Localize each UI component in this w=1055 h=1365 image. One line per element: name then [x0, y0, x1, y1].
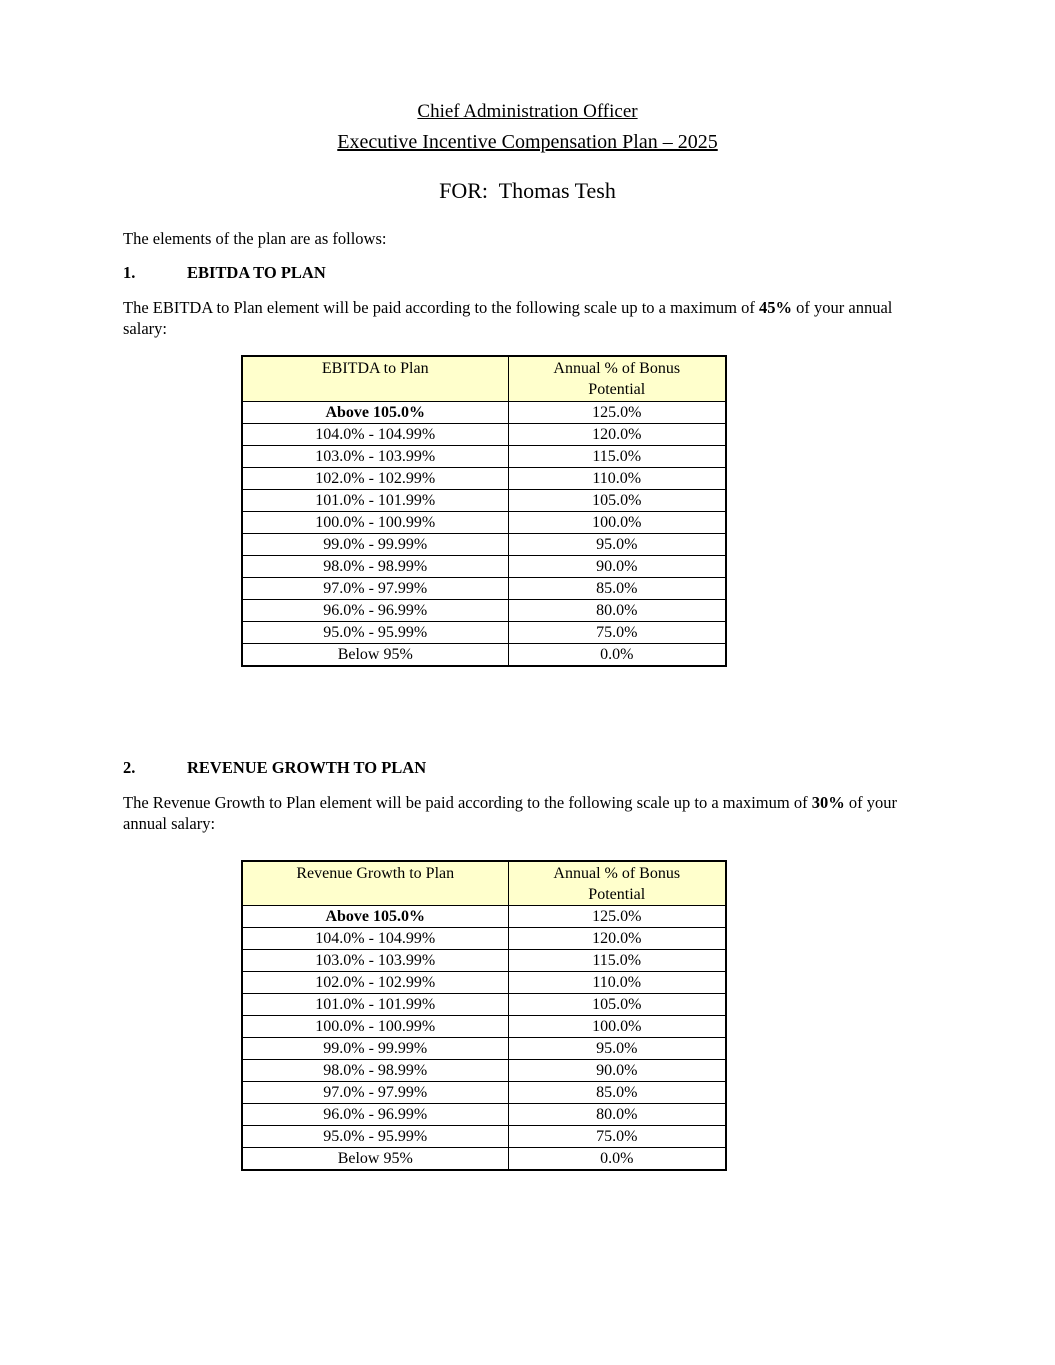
- bonus-percent-cell: 0.0%: [508, 1148, 726, 1171]
- section-1-para-max-pct: 45%: [759, 298, 793, 317]
- ebitda-column-header: EBITDA to Plan: [242, 356, 508, 401]
- plan-range-cell: Below 95%: [242, 643, 508, 666]
- bonus-column-header-line1: Annual % of Bonus: [553, 360, 681, 377]
- bonus-column-header: [508, 861, 726, 906]
- plan-range-cell: 98.0% - 98.99%: [242, 1060, 508, 1082]
- table-header-row: [242, 861, 726, 906]
- table-row: [242, 643, 726, 666]
- document-title-line1: Chief Administration Officer: [417, 101, 638, 122]
- section-1-number: 1.: [123, 263, 136, 282]
- plan-range-cell: 103.0% - 103.99%: [242, 950, 508, 972]
- section-2-para-text-tail: of your annual salary:: [123, 792, 897, 833]
- table-row: [242, 467, 726, 489]
- section-1-para-text-tail: of your annual salary:: [123, 298, 893, 338]
- section-2-heading: [123, 757, 1055, 778]
- section-2-para-max-pct: 30%: [811, 792, 845, 812]
- plan-range-cell: 104.0% - 104.99%: [242, 423, 508, 445]
- table-row: [242, 401, 726, 423]
- table-row: [242, 511, 726, 533]
- plan-range-cell: Above 105.0%: [242, 906, 508, 928]
- plan-range-cell: 100.0% - 100.99%: [242, 511, 508, 533]
- section-2-paragraph: [123, 792, 937, 834]
- table-header-row: [242, 356, 726, 401]
- recipient-line: FOR: Thomas Tesh: [439, 178, 616, 203]
- bonus-column-header: [508, 356, 726, 401]
- table-row: [242, 928, 726, 950]
- table-row: [242, 445, 726, 467]
- bonus-column-header-line2: Potential: [588, 885, 646, 903]
- intro-text: The elements of the plan are as follows:: [123, 229, 387, 248]
- section-2-title: REVENUE GROWTH TO PLAN: [187, 757, 427, 777]
- table-row: [242, 994, 726, 1016]
- plan-range-cell: 96.0% - 96.99%: [242, 599, 508, 621]
- bonus-percent-cell: 115.0%: [508, 950, 726, 972]
- section-1-para-text: The EBITDA to Plan element will be paid according to the following scale up to a maximum of: [123, 298, 760, 317]
- table-row: [242, 906, 726, 928]
- bonus-percent-cell: 120.0%: [508, 423, 726, 445]
- plan-range-cell: 99.0% - 99.99%: [242, 533, 508, 555]
- ebitda-bonus-table: [241, 355, 727, 667]
- plan-range-cell: 104.0% - 104.99%: [242, 928, 508, 950]
- bonus-percent-cell: 110.0%: [508, 467, 726, 489]
- table-row: [242, 555, 726, 577]
- plan-range-cell: 102.0% - 102.99%: [242, 467, 508, 489]
- bonus-percent-cell: 85.0%: [508, 577, 726, 599]
- bonus-percent-cell: 105.0%: [508, 994, 726, 1016]
- table-row: [242, 1148, 726, 1171]
- bonus-percent-cell: 125.0%: [508, 906, 726, 928]
- revenue-growth-column-header: Revenue Growth to Plan: [242, 861, 508, 906]
- bonus-percent-cell: 115.0%: [508, 445, 726, 467]
- plan-range-cell: 96.0% - 96.99%: [242, 1104, 508, 1126]
- plan-range-cell: Above 105.0%: [242, 401, 508, 423]
- table-row: [242, 1082, 726, 1104]
- bonus-percent-cell: 0.0%: [508, 643, 726, 666]
- table-row: [242, 1038, 726, 1060]
- section-1-paragraph: [123, 297, 937, 339]
- bonus-percent-cell: 85.0%: [508, 1082, 726, 1104]
- table-row: [242, 1126, 726, 1148]
- bonus-column-header-line1: Annual % of Bonus: [553, 864, 681, 882]
- bonus-percent-cell: 95.0%: [508, 533, 726, 555]
- bonus-percent-cell: 100.0%: [508, 511, 726, 533]
- table-row: [242, 423, 726, 445]
- table-row: [242, 577, 726, 599]
- plan-range-cell: 99.0% - 99.99%: [242, 1038, 508, 1060]
- bonus-percent-cell: 95.0%: [508, 1038, 726, 1060]
- bonus-percent-cell: 100.0%: [508, 1016, 726, 1038]
- table-row: [242, 1016, 726, 1038]
- table-row: [242, 489, 726, 511]
- bonus-percent-cell: 80.0%: [508, 1104, 726, 1126]
- plan-range-cell: 101.0% - 101.99%: [242, 489, 508, 511]
- document-title-line2: Executive Incentive Compensation Plan – 2025: [337, 131, 718, 153]
- section-2-para-text: The Revenue Growth to Plan element will be paid according to the following scale up to a maximum of: [123, 792, 812, 812]
- table-row: [242, 1104, 726, 1126]
- section-1-heading: [123, 262, 1055, 283]
- table-row: [242, 599, 726, 621]
- plan-range-cell: 95.0% - 95.99%: [242, 621, 508, 643]
- section-1-title: EBITDA TO PLAN: [187, 263, 326, 282]
- plan-range-cell: 103.0% - 103.99%: [242, 445, 508, 467]
- bonus-percent-cell: 105.0%: [508, 489, 726, 511]
- plan-range-cell: 101.0% - 101.99%: [242, 994, 508, 1016]
- bonus-percent-cell: 120.0%: [508, 928, 726, 950]
- plan-range-cell: Below 95%: [242, 1148, 508, 1171]
- bonus-percent-cell: 75.0%: [508, 621, 726, 643]
- table-row: [242, 533, 726, 555]
- bonus-percent-cell: 80.0%: [508, 599, 726, 621]
- plan-range-cell: 97.0% - 97.99%: [242, 1082, 508, 1104]
- table-row: [242, 1060, 726, 1082]
- table-row: [242, 972, 726, 994]
- plan-range-cell: 97.0% - 97.99%: [242, 577, 508, 599]
- plan-range-cell: 100.0% - 100.99%: [242, 1016, 508, 1038]
- bonus-column-header-line2: Potential: [588, 381, 646, 398]
- table-row: [242, 621, 726, 643]
- plan-range-cell: 102.0% - 102.99%: [242, 972, 508, 994]
- bonus-percent-cell: 75.0%: [508, 1126, 726, 1148]
- bonus-percent-cell: 110.0%: [508, 972, 726, 994]
- table-row: [242, 950, 726, 972]
- bonus-percent-cell: 90.0%: [508, 1060, 726, 1082]
- plan-range-cell: 98.0% - 98.99%: [242, 555, 508, 577]
- plan-range-cell: 95.0% - 95.99%: [242, 1126, 508, 1148]
- section-2-number: 2.: [123, 757, 136, 777]
- revenue-growth-bonus-table: [241, 860, 727, 1172]
- bonus-percent-cell: 90.0%: [508, 555, 726, 577]
- bonus-percent-cell: 125.0%: [508, 401, 726, 423]
